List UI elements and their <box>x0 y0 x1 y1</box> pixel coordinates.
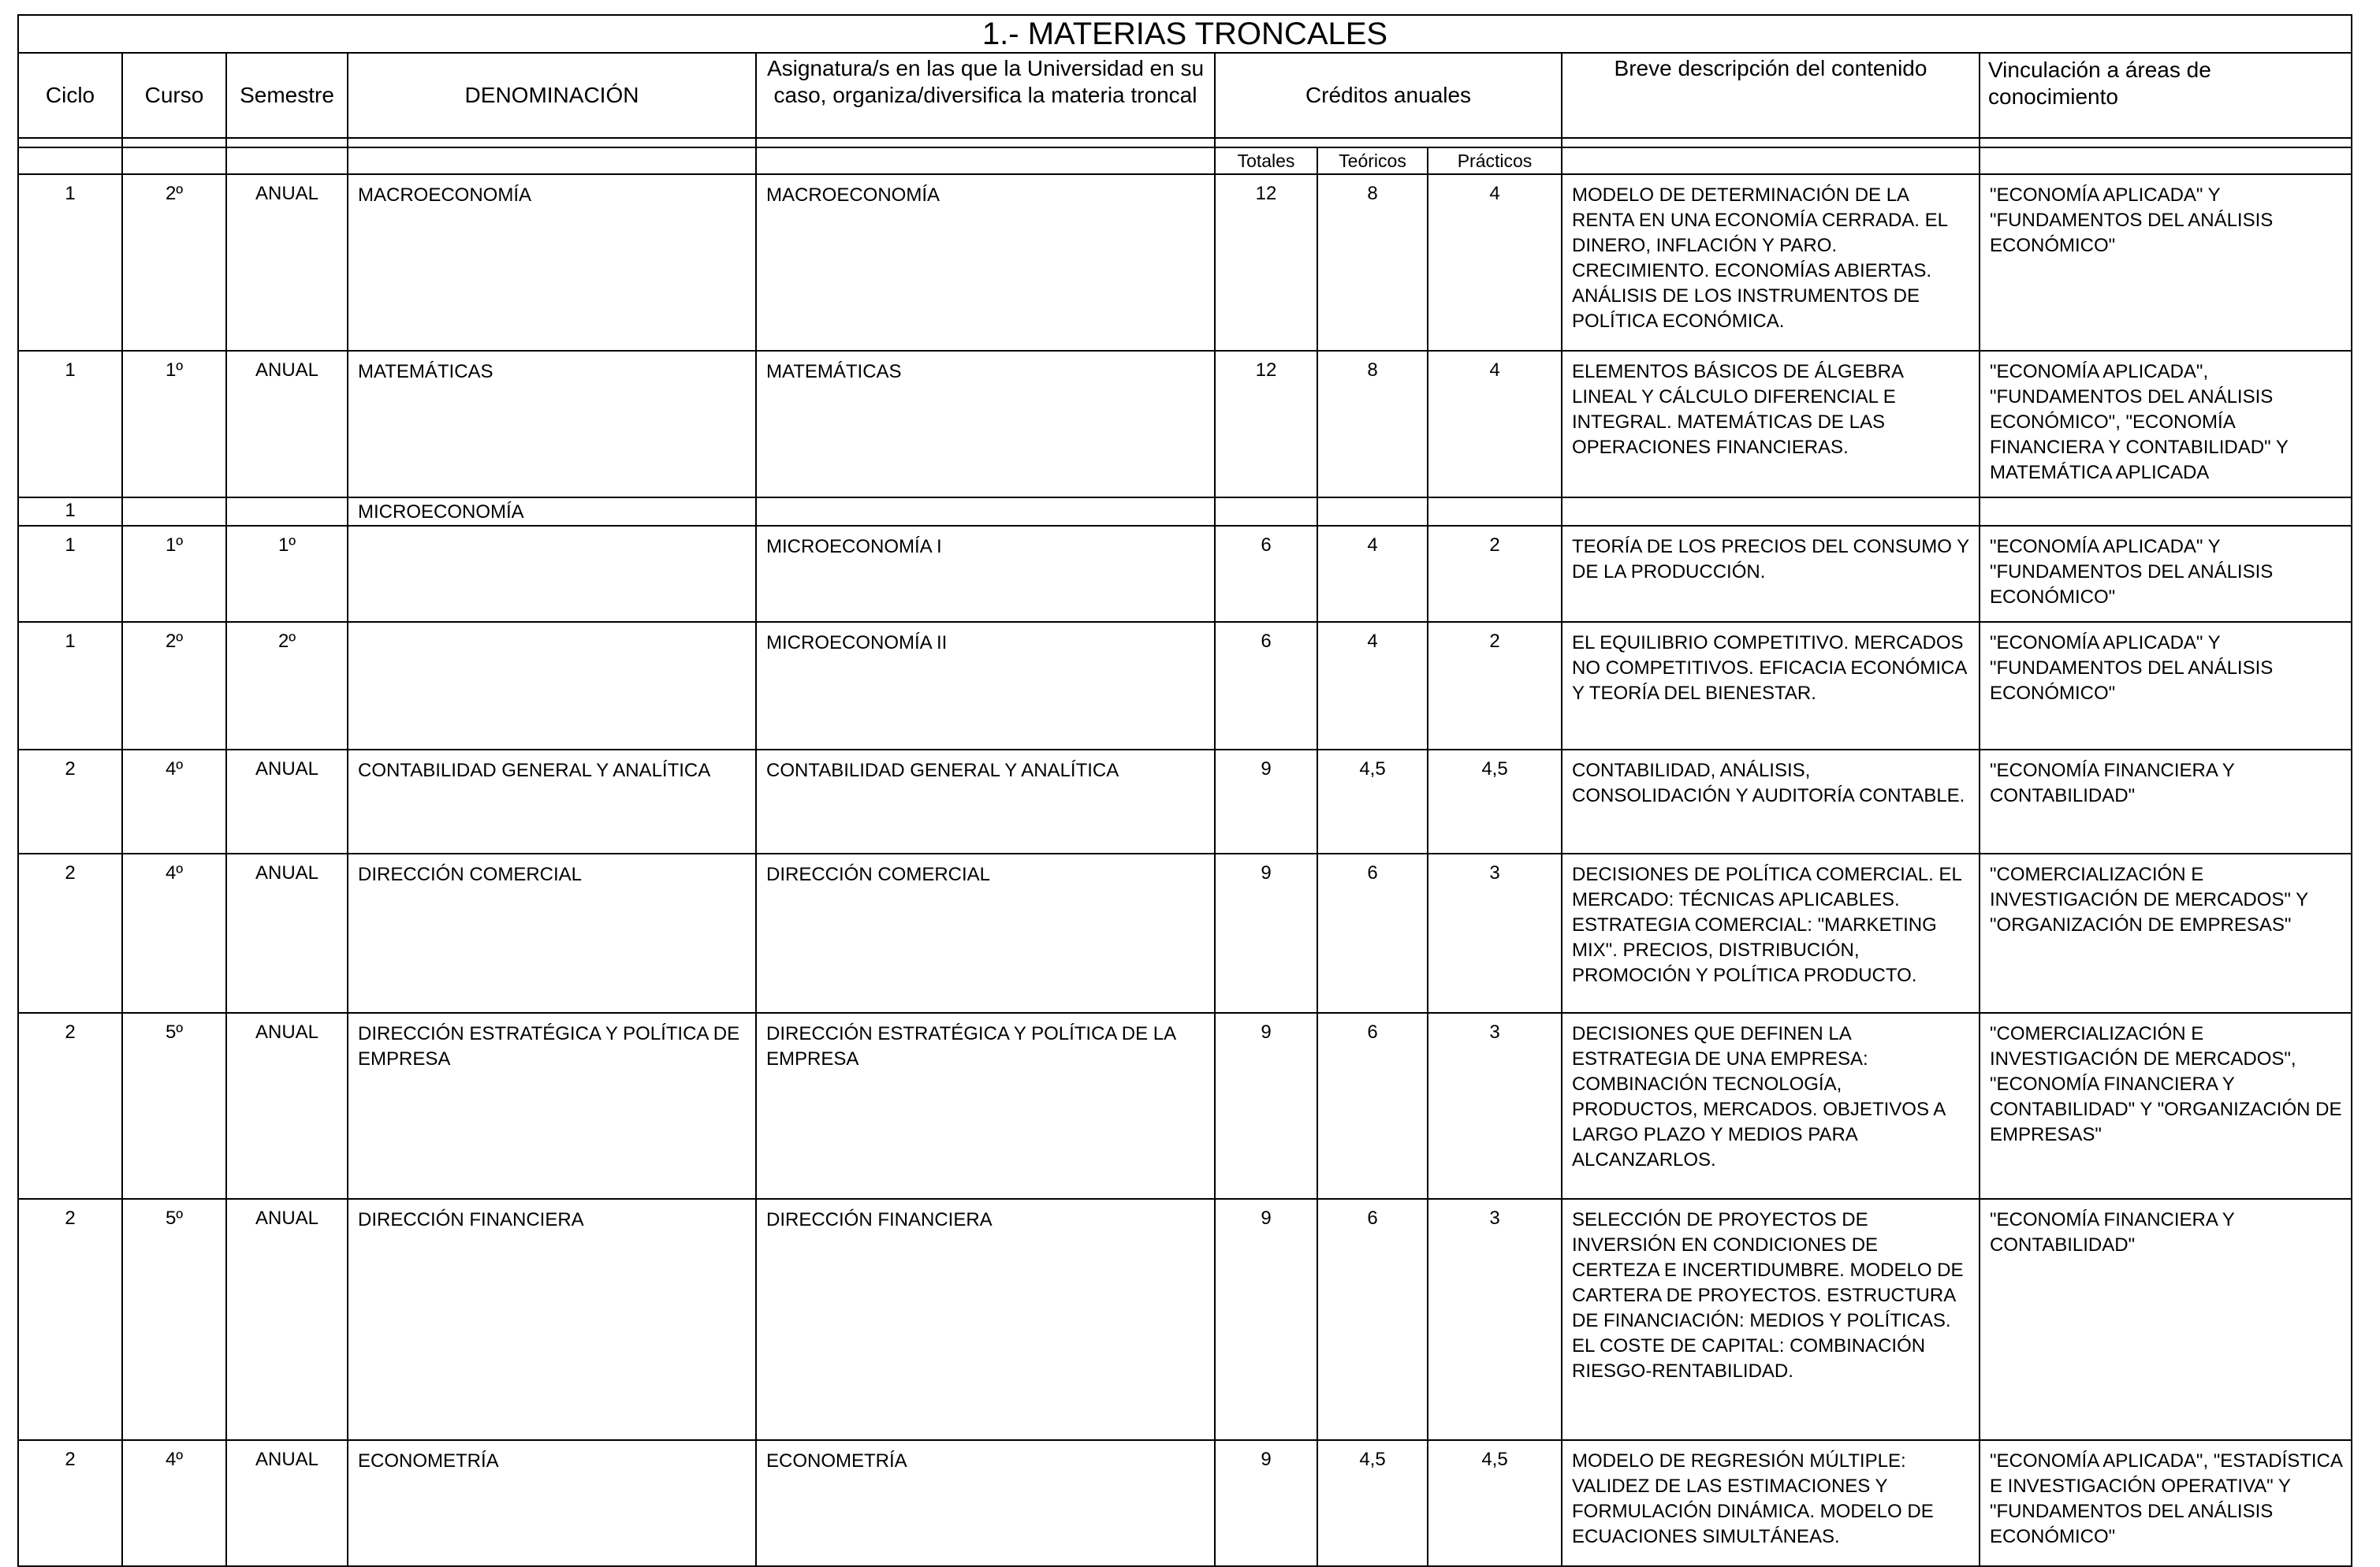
cell-teoricos: 4 <box>1317 622 1428 750</box>
cell-ciclo: 2 <box>18 750 122 854</box>
cell-teoricos: 8 <box>1317 174 1428 351</box>
cell-vinculacion: "ECONOMÍA FINANCIERA Y CONTABILIDAD" <box>1980 750 2352 854</box>
cell-ciclo: 2 <box>18 1199 122 1440</box>
cell-denominacion: DIRECCIÓN ESTRATÉGICA Y POLÍTICA DE EMPRESA <box>348 1013 756 1199</box>
subheader-blank <box>18 147 122 174</box>
cell-vinculacion: "COMERCIALIZACIÓN E INVESTIGACIÓN DE MERCADOS" Y "ORGANIZACIÓN DE EMPRESAS" <box>1980 854 2352 1013</box>
cell-asignatura: CONTABILIDAD GENERAL Y ANALÍTICA <box>756 750 1215 854</box>
table-row <box>18 1199 2352 1440</box>
cell-practicos: 4,5 <box>1428 750 1562 854</box>
cell-descripcion: DECISIONES QUE DEFINEN LA ESTRATEGIA DE UNA EMPRESA: COMBINACIÓN TECNOLOGÍA, PRODUCTOS, MERCADOS. OBJETIVOS A LARGO PLAZO Y MEDIOS PARA ALCANZARLOS. <box>1562 1013 1980 1199</box>
header-totales: Totales <box>1215 147 1317 174</box>
cell-totales: 12 <box>1215 174 1317 351</box>
header-creditos: Créditos anuales <box>1215 53 1562 138</box>
header-vinculacion: Vinculación a áreas de conocimiento <box>1980 53 2352 138</box>
cell-descripcion: ELEMENTOS BÁSICOS DE ÁLGEBRA LINEAL Y CÁLCULO DIFERENCIAL E INTEGRAL. MATEMÁTICAS DE LAS OPERACIONES FINANCIERAS. <box>1562 351 1980 497</box>
cell-totales: 12 <box>1215 351 1317 497</box>
materias-troncales-sheet <box>17 14 2351 1567</box>
table-row <box>18 622 2352 750</box>
cell-descripcion: TEORÍA DE LOS PRECIOS DEL CONSUMO Y DE LA PRODUCCIÓN. <box>1562 526 1980 622</box>
cell-descripcion: CONTABILIDAD, ANÁLISIS, CONSOLIDACIÓN Y AUDITORÍA CONTABLE. <box>1562 750 1980 854</box>
cell-curso: 4º <box>122 854 226 1013</box>
cell-totales <box>1215 497 1317 526</box>
cell-semestre <box>226 497 348 526</box>
header-asignatura: Asignatura/s en las que la Universidad en su caso, organiza/diversifica la materia troncal <box>756 53 1215 138</box>
cell-vinculacion: "COMERCIALIZACIÓN E INVESTIGACIÓN DE MERCADOS", "ECONOMÍA FINANCIERA Y CONTABILIDAD" Y "ORGANIZACIÓN DE EMPRESAS" <box>1980 1013 2352 1199</box>
header-curso: Curso <box>122 53 226 138</box>
cell-denominacion: MACROECONOMÍA <box>348 174 756 351</box>
cell-curso: 5º <box>122 1013 226 1199</box>
cell-practicos: 3 <box>1428 1199 1562 1440</box>
cell-practicos: 3 <box>1428 1013 1562 1199</box>
cell-denominacion: MATEMÁTICAS <box>348 351 756 497</box>
header-teoricos: Teóricos <box>1317 147 1428 174</box>
cell-denominacion <box>348 622 756 750</box>
header-ciclo: Ciclo <box>18 53 122 138</box>
cell-denominacion: MICROECONOMÍA <box>348 497 756 526</box>
cell-practicos: 3 <box>1428 854 1562 1013</box>
cell-semestre: ANUAL <box>226 854 348 1013</box>
header-denominacion: DENOMINACIÓN <box>348 53 756 138</box>
table-row <box>18 526 2352 622</box>
cell-asignatura: ECONOMETRÍA <box>756 1440 1215 1566</box>
cell-vinculacion: "ECONOMÍA FINANCIERA Y CONTABILIDAD" <box>1980 1199 2352 1440</box>
subheader-blank <box>122 147 226 174</box>
table-row <box>18 1013 2352 1199</box>
cell-practicos: 4,5 <box>1428 1440 1562 1566</box>
materias-table <box>17 14 2352 1567</box>
cell-vinculacion: "ECONOMÍA APLICADA" Y "FUNDAMENTOS DEL ANÁLISIS ECONÓMICO" <box>1980 526 2352 622</box>
cell-curso: 5º <box>122 1199 226 1440</box>
cell-practicos: 2 <box>1428 526 1562 622</box>
cell-totales: 9 <box>1215 750 1317 854</box>
cell-ciclo: 1 <box>18 497 122 526</box>
cell-teoricos: 4,5 <box>1317 1440 1428 1566</box>
cell-curso <box>122 497 226 526</box>
cell-curso: 4º <box>122 750 226 854</box>
cell-asignatura: MICROECONOMÍA I <box>756 526 1215 622</box>
cell-ciclo: 2 <box>18 1013 122 1199</box>
cell-ciclo: 1 <box>18 351 122 497</box>
cell-ciclo: 2 <box>18 1440 122 1566</box>
cell-practicos: 2 <box>1428 622 1562 750</box>
cell-denominacion: CONTABILIDAD GENERAL Y ANALÍTICA <box>348 750 756 854</box>
cell-totales: 9 <box>1215 1013 1317 1199</box>
cell-practicos: 4 <box>1428 174 1562 351</box>
cell-curso: 1º <box>122 526 226 622</box>
cell-asignatura: MICROECONOMÍA II <box>756 622 1215 750</box>
cell-teoricos: 6 <box>1317 854 1428 1013</box>
cell-teoricos: 6 <box>1317 1199 1428 1440</box>
cell-semestre: 2º <box>226 622 348 750</box>
table-row <box>18 351 2352 497</box>
cell-vinculacion: "ECONOMÍA APLICADA", "ESTADÍSTICA E INVESTIGACIÓN OPERATIVA" Y "FUNDAMENTOS DEL ANÁLISIS ECONÓMICO" <box>1980 1440 2352 1566</box>
cell-descripcion <box>1562 497 1980 526</box>
cell-descripcion: MODELO DE DETERMINACIÓN DE LA RENTA EN UNA ECONOMÍA CERRADA. EL DINERO, INFLACIÓN Y PARO. CRECIMIENTO. ECONOMÍAS ABIERTAS. ANÁLISIS DE LOS INSTRUMENTOS DE POLÍTICA ECONÓMICA. <box>1562 174 1980 351</box>
header-gap-cell <box>1980 138 2352 147</box>
cell-asignatura <box>756 497 1215 526</box>
cell-totales: 9 <box>1215 1199 1317 1440</box>
table-row <box>18 854 2352 1013</box>
header-practicos: Prácticos <box>1428 147 1562 174</box>
cell-semestre: ANUAL <box>226 174 348 351</box>
subheader-blank <box>1980 147 2352 174</box>
cell-semestre: 1º <box>226 526 348 622</box>
cell-teoricos: 4 <box>1317 526 1428 622</box>
cell-teoricos <box>1317 497 1428 526</box>
subheader-blank <box>756 147 1215 174</box>
cell-teoricos: 8 <box>1317 351 1428 497</box>
cell-ciclo: 1 <box>18 622 122 750</box>
cell-vinculacion: "ECONOMÍA APLICADA" Y "FUNDAMENTOS DEL ANÁLISIS ECONÓMICO" <box>1980 174 2352 351</box>
cell-asignatura: DIRECCIÓN COMERCIAL <box>756 854 1215 1013</box>
cell-vinculacion: "ECONOMÍA APLICADA", "FUNDAMENTOS DEL ANÁLISIS ECONÓMICO", "ECONOMÍA FINANCIERA Y CONTABILIDAD" Y MATEMÁTICA APLICADA <box>1980 351 2352 497</box>
cell-curso: 4º <box>122 1440 226 1566</box>
cell-asignatura: DIRECCIÓN FINANCIERA <box>756 1199 1215 1440</box>
cell-totales: 9 <box>1215 1440 1317 1566</box>
cell-descripcion: SELECCIÓN DE PROYECTOS DE INVERSIÓN EN CONDICIONES DE CERTEZA E INCERTIDUMBRE. MODELO DE CARTERA DE PROYECTOS. ESTRUCTURA DE FINANCIACIÓN: MEDIOS Y POLÍTICAS. EL COSTE DE CAPITAL: COMBINACIÓN RIESGO-RENTABILIDAD. <box>1562 1199 1980 1440</box>
cell-semestre: ANUAL <box>226 750 348 854</box>
cell-denominacion: DIRECCIÓN FINANCIERA <box>348 1199 756 1440</box>
cell-asignatura: MACROECONOMÍA <box>756 174 1215 351</box>
table-body <box>18 174 2352 1566</box>
cell-practicos: 4 <box>1428 351 1562 497</box>
cell-totales: 6 <box>1215 622 1317 750</box>
header-gap-cell <box>18 138 122 147</box>
subheader-blank <box>226 147 348 174</box>
subheader-blank <box>1562 147 1980 174</box>
cell-semestre: ANUAL <box>226 351 348 497</box>
cell-teoricos: 4,5 <box>1317 750 1428 854</box>
header-gap-cell <box>122 138 226 147</box>
table-row <box>18 174 2352 351</box>
cell-semestre: ANUAL <box>226 1440 348 1566</box>
cell-totales: 6 <box>1215 526 1317 622</box>
cell-semestre: ANUAL <box>226 1013 348 1199</box>
cell-vinculacion: "ECONOMÍA APLICADA" Y "FUNDAMENTOS DEL ANÁLISIS ECONÓMICO" <box>1980 622 2352 750</box>
cell-practicos <box>1428 497 1562 526</box>
cell-curso: 2º <box>122 622 226 750</box>
cell-totales: 9 <box>1215 854 1317 1013</box>
cell-ciclo: 1 <box>18 526 122 622</box>
header-semestre: Semestre <box>226 53 348 138</box>
cell-asignatura: DIRECCIÓN ESTRATÉGICA Y POLÍTICA DE LA EMPRESA <box>756 1013 1215 1199</box>
cell-denominacion <box>348 526 756 622</box>
cell-descripcion: EL EQUILIBRIO COMPETITIVO. MERCADOS NO COMPETITIVOS. EFICACIA ECONÓMICA Y TEORÍA DEL BIENESTAR. <box>1562 622 1980 750</box>
table-row <box>18 1440 2352 1566</box>
table-title: 1.- MATERIAS TRONCALES <box>18 15 2352 53</box>
header-gap-cell <box>348 138 756 147</box>
header-descripcion: Breve descripción del contenido <box>1562 53 1980 138</box>
cell-denominacion: DIRECCIÓN COMERCIAL <box>348 854 756 1013</box>
table-row <box>18 750 2352 854</box>
cell-vinculacion <box>1980 497 2352 526</box>
cell-descripcion: DECISIONES DE POLÍTICA COMERCIAL. EL MERCADO: TÉCNICAS APLICABLES. ESTRATEGIA COMERCIAL: "MARKETING MIX". PRECIOS, DISTRIBUCIÓN, PROMOCIÓN Y POLÍTICA PRODUCTO. <box>1562 854 1980 1013</box>
cell-curso: 2º <box>122 174 226 351</box>
header-gap-cell <box>226 138 348 147</box>
cell-semestre: ANUAL <box>226 1199 348 1440</box>
header-gap-cell <box>756 138 1215 147</box>
header-gap-cell <box>1562 138 1980 147</box>
cell-ciclo: 1 <box>18 174 122 351</box>
cell-ciclo: 2 <box>18 854 122 1013</box>
cell-descripcion: MODELO DE REGRESIÓN MÚLTIPLE: VALIDEZ DE LAS ESTIMACIONES Y FORMULACIÓN DINÁMICA. MODELO DE ECUACIONES SIMULTÁNEAS. <box>1562 1440 1980 1566</box>
subheader-blank <box>348 147 756 174</box>
cell-curso: 1º <box>122 351 226 497</box>
header-gap-cell <box>1215 138 1562 147</box>
cell-denominacion: ECONOMETRÍA <box>348 1440 756 1566</box>
cell-teoricos: 6 <box>1317 1013 1428 1199</box>
cell-asignatura: MATEMÁTICAS <box>756 351 1215 497</box>
table-row <box>18 497 2352 526</box>
